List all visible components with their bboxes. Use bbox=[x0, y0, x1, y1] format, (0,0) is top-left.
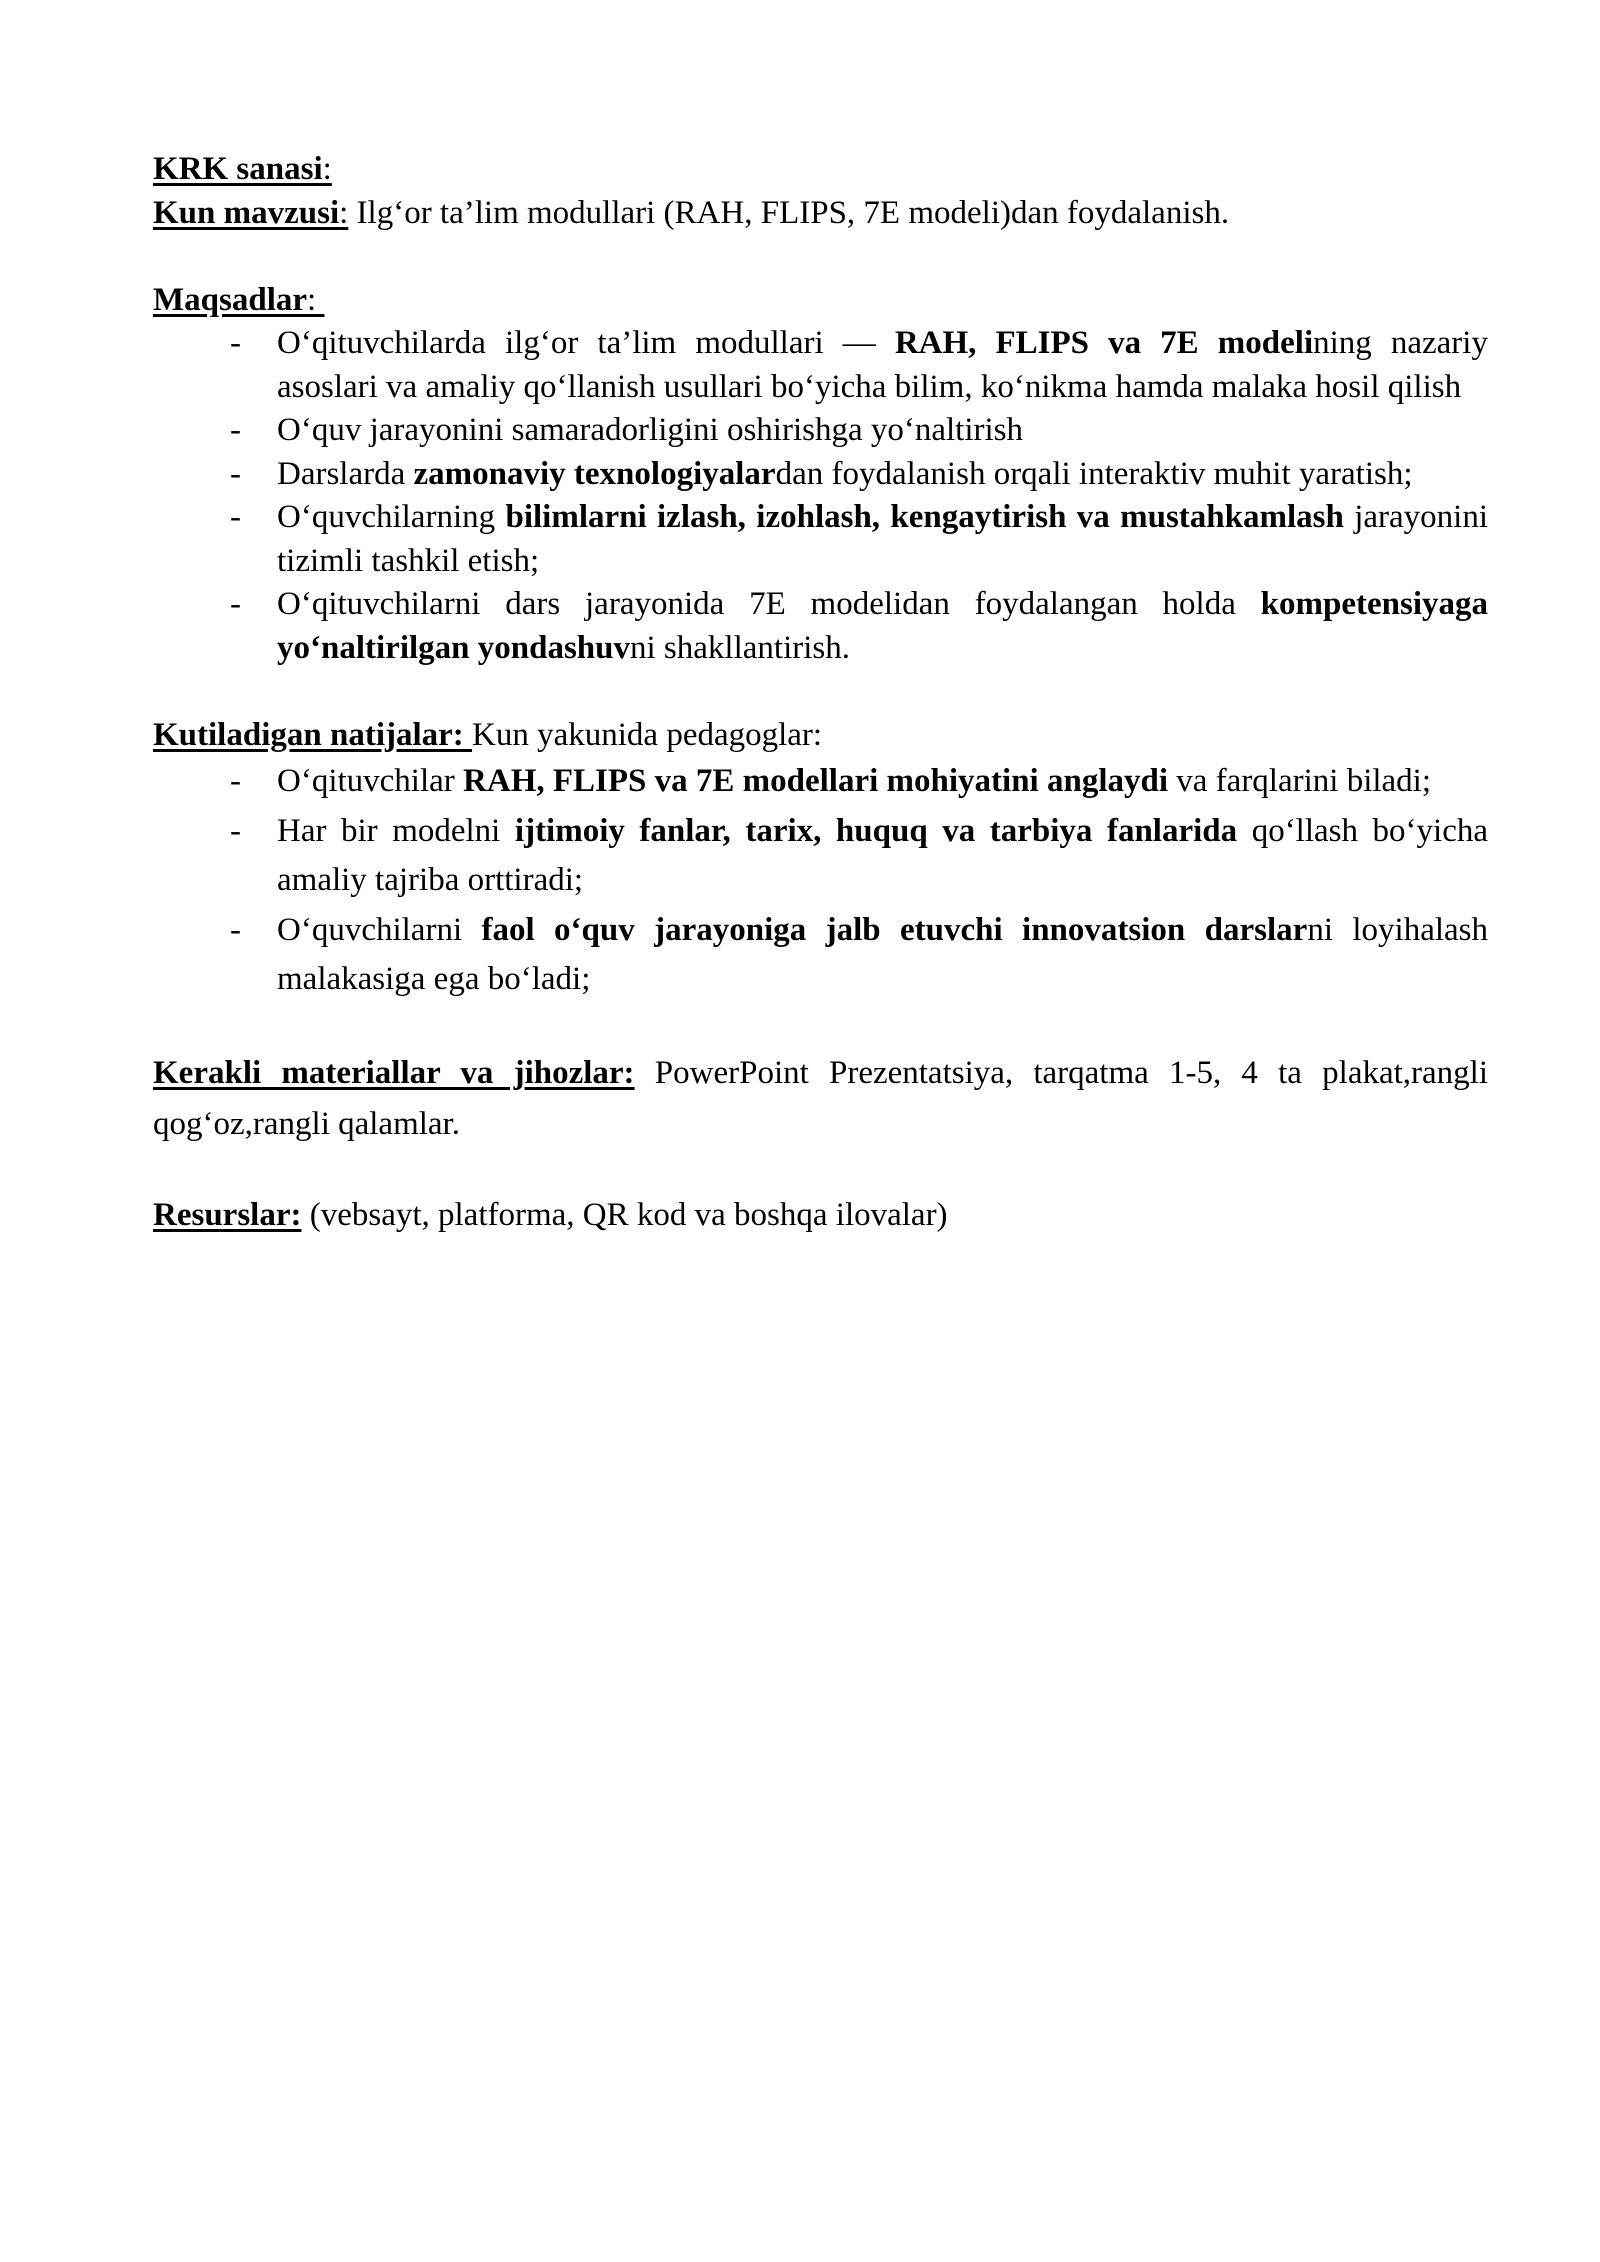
spacer bbox=[153, 235, 1488, 279]
goal-bold-text: kompetensiyaga yo‘naltirilgan yondashuv bbox=[277, 586, 1488, 666]
goal-item bbox=[277, 453, 1488, 497]
resources-label: Resurslar: bbox=[153, 1196, 302, 1233]
results-label: Kutiladigan natijalar: bbox=[153, 716, 473, 753]
result-bold-text: RAH, FLIPS va 7E modellari mohiyatini anglaydi bbox=[463, 763, 1169, 799]
goal-text: O‘qituvchilarda ilg‘or ta’lim modullari — bbox=[277, 325, 895, 361]
goal-item bbox=[277, 322, 1488, 409]
goal-bold-text: zamonaviy texnologiyalar bbox=[413, 455, 776, 492]
results-intro: Kun yakunida pedagoglar: bbox=[472, 716, 823, 753]
goals-heading bbox=[153, 279, 1488, 323]
spacer bbox=[153, 1005, 1488, 1049]
goal-item bbox=[277, 496, 1488, 583]
topic-colon: : bbox=[339, 194, 349, 231]
goal-text: Darslarda bbox=[277, 455, 414, 492]
materials-value: PowerPoint Prezentatsiya, tarqatma 1-5, 4 ta plakat,rangli qog‘oz,rangli qalamlar. bbox=[153, 1055, 1489, 1142]
goal-text: dan foydalanish orqali interaktiv muhit yaratish; bbox=[775, 455, 1413, 492]
result-item bbox=[277, 757, 1488, 807]
result-text: Har bir modelni bbox=[277, 812, 515, 849]
goals-colon: : bbox=[307, 281, 325, 318]
goal-text: ning nazariy asoslari va amaliy qo‘llanish usullari bo‘yicha bilim, ko‘nikma hamda malaka hosil qilish bbox=[277, 325, 1488, 405]
document-body bbox=[153, 148, 1488, 1237]
resources-line bbox=[153, 1194, 1488, 1238]
goal-text: ni shakllantirish. bbox=[630, 629, 850, 666]
goals-label: Maqsadlar bbox=[153, 281, 308, 318]
goal-text: O‘quvchilarning bbox=[277, 499, 506, 535]
topic-label: Kun mavzusi bbox=[153, 194, 340, 231]
topic-value: Ilg‘or ta’lim modullari (RAH, FLIPS, 7E modeli)dan foydalanish. bbox=[348, 194, 1230, 231]
goal-bold-text: RAH, FLIPS va 7E modeli bbox=[894, 325, 1314, 361]
result-text: qo‘llash bo‘yicha amaliy tajriba orttiradi; bbox=[277, 812, 1489, 898]
krk-date-colon: : bbox=[322, 151, 332, 187]
spacer bbox=[153, 1150, 1488, 1194]
goal-text: O‘quv jarayonini samaradorligini oshirishga yo‘naltirish bbox=[277, 412, 1024, 448]
results-heading bbox=[153, 714, 1488, 758]
goals-list bbox=[153, 322, 1488, 670]
spacer bbox=[153, 670, 1488, 714]
resources-value: (vebsayt, platforma, QR kod va boshqa ilovalar) bbox=[301, 1196, 948, 1233]
goal-item bbox=[277, 409, 1488, 453]
materials-label: Kerakli materiallar va jihozlar: bbox=[153, 1055, 635, 1091]
result-text: va farqlarini biladi; bbox=[1168, 763, 1432, 799]
krk-date-line bbox=[153, 148, 1488, 192]
materials-paragraph bbox=[153, 1048, 1488, 1150]
result-text: O‘qituvchilar bbox=[277, 763, 464, 799]
result-text: ni loyihalash malakasiga ega bo‘ladi; bbox=[277, 911, 1488, 997]
result-bold-text: faol o‘quv jarayoniga jalb etuvchi innovatsion darslar bbox=[481, 911, 1308, 948]
results-list bbox=[153, 757, 1488, 1005]
goal-text: jarayonini tizimli tashkil etish; bbox=[277, 499, 1489, 579]
goal-bold-text: bilimlarni izlash, izohlash, kengaytirish va mustahkamlash bbox=[505, 499, 1344, 535]
topic-line bbox=[153, 192, 1488, 236]
goal-item bbox=[277, 583, 1488, 670]
result-bold-text: ijtimoiy fanlar, tarix, huquq va tarbiya fanlarida bbox=[514, 812, 1238, 849]
result-item bbox=[277, 807, 1488, 906]
result-text: O‘quvchilarni bbox=[277, 911, 482, 948]
goal-text: O‘qituvchilarni dars jarayonida 7E modelidan foydalangan holda bbox=[277, 586, 1261, 622]
krk-date-label: KRK sanasi bbox=[153, 151, 323, 187]
result-item bbox=[277, 906, 1488, 1005]
